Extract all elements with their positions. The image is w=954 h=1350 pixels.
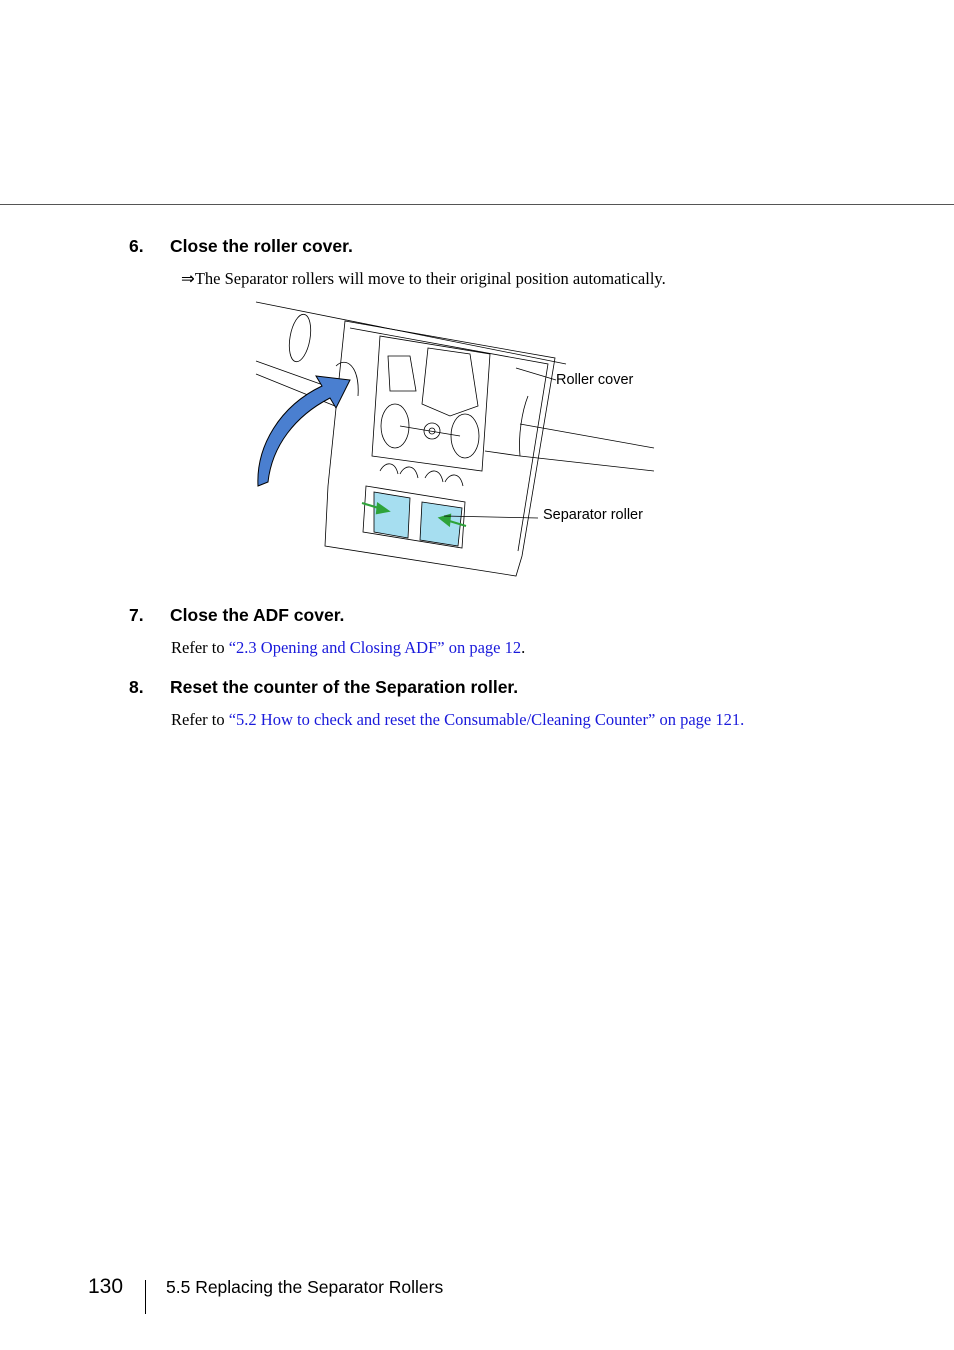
roller-cover-label: Roller cover xyxy=(556,372,634,388)
step-8-reference xyxy=(171,710,744,730)
close-direction-arrow xyxy=(258,376,350,486)
roller-cover-illustration xyxy=(250,296,670,586)
refer-prefix: Refer to xyxy=(171,638,229,657)
refer-prefix: Refer to xyxy=(171,710,229,729)
page-number: 130 xyxy=(88,1275,124,1298)
footer-section-title: 5.5 Replacing the Separator Rollers xyxy=(166,1277,444,1297)
step-number: 8. xyxy=(129,677,144,697)
step-title: Close the ADF cover. xyxy=(170,605,345,625)
header-rule xyxy=(0,204,954,205)
step-7-heading xyxy=(129,605,344,626)
step-8-heading xyxy=(129,677,518,698)
counter-reset-link[interactable]: “5.2 How to check and reset the Consumable/Cleaning Counter” on page 121 xyxy=(228,710,741,729)
footer-divider xyxy=(145,1280,146,1314)
step-6-note: ⇒The Separator rollers will move to their original position automatically. xyxy=(181,269,666,288)
step-number: 6. xyxy=(129,236,144,256)
step-title: Close the roller cover. xyxy=(170,236,353,256)
adf-cover-link[interactable]: “2.3 Opening and Closing ADF” on page 12 xyxy=(228,638,522,657)
separator-roller-label: Separator roller xyxy=(543,507,643,523)
step-number: 7. xyxy=(129,605,144,625)
suffix: . xyxy=(740,710,745,729)
step-title: Reset the counter of the Separation roller. xyxy=(170,677,519,697)
step-6-heading xyxy=(129,236,353,257)
suffix: . xyxy=(521,638,526,657)
step-7-reference xyxy=(171,638,525,658)
